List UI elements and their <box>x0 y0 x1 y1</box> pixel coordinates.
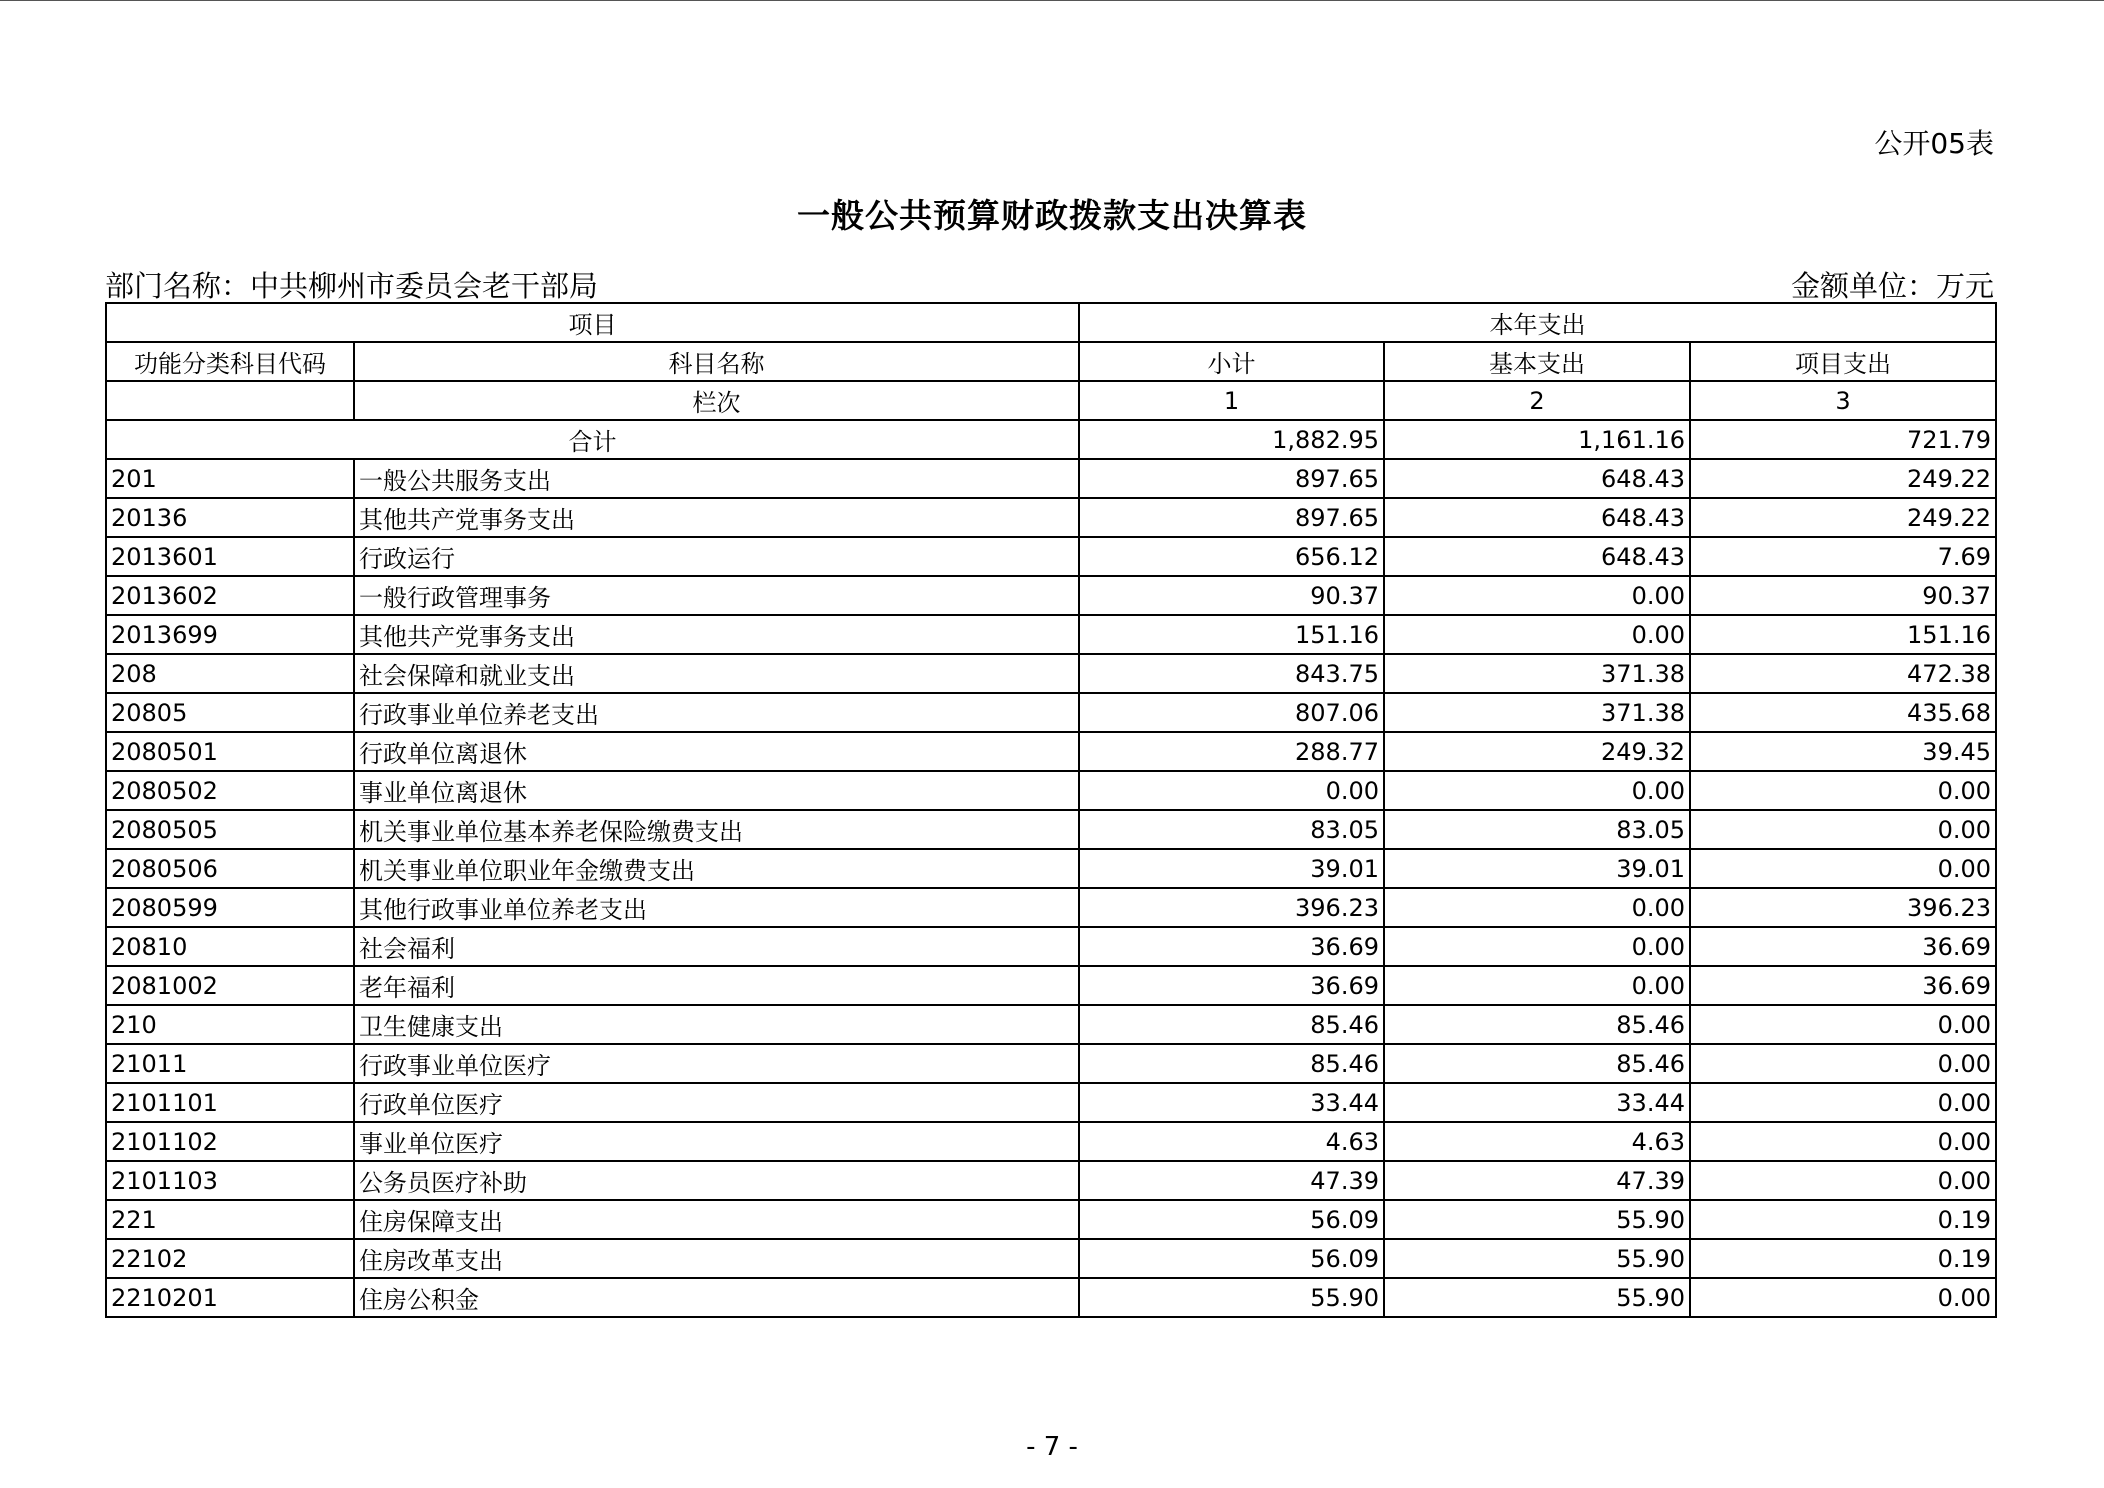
page-title: 一般公共预算财政拨款支出决算表 <box>797 196 1307 235</box>
row-subtotal: 897.65 <box>1079 459 1384 498</box>
row-basic: 83.05 <box>1384 810 1690 849</box>
row-code: 2101102 <box>106 1122 354 1161</box>
row-name: 行政事业单位养老支出 <box>354 693 1079 732</box>
row-name: 社会保障和就业支出 <box>354 654 1079 693</box>
row-code: 20136 <box>106 498 354 537</box>
row-code: 2101101 <box>106 1083 354 1122</box>
row-code: 2080505 <box>106 810 354 849</box>
row-project: 0.19 <box>1690 1239 1996 1278</box>
row-name: 其他行政事业单位养老支出 <box>354 888 1079 927</box>
row-project: 36.69 <box>1690 966 1996 1005</box>
row-basic: 55.90 <box>1384 1278 1690 1317</box>
row-code: 2080599 <box>106 888 354 927</box>
row-subtotal: 85.46 <box>1079 1005 1384 1044</box>
page-number: - 7 - <box>1026 1432 1078 1462</box>
row-subtotal: 85.46 <box>1079 1044 1384 1083</box>
row-subtotal: 39.01 <box>1079 849 1384 888</box>
row-basic: 0.00 <box>1384 966 1690 1005</box>
row-name: 社会福利 <box>354 927 1079 966</box>
row-name: 事业单位离退休 <box>354 771 1079 810</box>
table-row <box>106 654 1996 693</box>
row-name: 住房改革支出 <box>354 1239 1079 1278</box>
row-project: 36.69 <box>1690 927 1996 966</box>
header-subtotal: 小计 <box>1079 342 1384 381</box>
row-code: 2013602 <box>106 576 354 615</box>
row-name: 行政单位医疗 <box>354 1083 1079 1122</box>
table-row <box>106 1122 1996 1161</box>
table-row <box>106 966 1996 1005</box>
total-row <box>106 420 1996 459</box>
row-basic: 0.00 <box>1384 615 1690 654</box>
total-label: 合计 <box>106 420 1079 459</box>
row-project: 90.37 <box>1690 576 1996 615</box>
row-subtotal: 47.39 <box>1079 1161 1384 1200</box>
row-basic: 0.00 <box>1384 771 1690 810</box>
row-project: 0.00 <box>1690 1161 1996 1200</box>
table-row <box>106 1161 1996 1200</box>
index-label: 栏次 <box>354 381 1079 420</box>
row-basic: 648.43 <box>1384 459 1690 498</box>
row-project: 7.69 <box>1690 537 1996 576</box>
row-name: 住房公积金 <box>354 1278 1079 1317</box>
row-basic: 0.00 <box>1384 888 1690 927</box>
row-code: 2080506 <box>106 849 354 888</box>
row-subtotal: 151.16 <box>1079 615 1384 654</box>
table-row <box>106 1239 1996 1278</box>
row-basic: 85.46 <box>1384 1044 1690 1083</box>
row-project: 39.45 <box>1690 732 1996 771</box>
row-code: 2013699 <box>106 615 354 654</box>
row-basic: 55.90 <box>1384 1200 1690 1239</box>
row-project: 249.22 <box>1690 498 1996 537</box>
row-project: 151.16 <box>1690 615 1996 654</box>
row-subtotal: 0.00 <box>1079 771 1384 810</box>
row-subtotal: 83.05 <box>1079 810 1384 849</box>
row-code: 221 <box>106 1200 354 1239</box>
row-name: 机关事业单位基本养老保险缴费支出 <box>354 810 1079 849</box>
row-basic: 4.63 <box>1384 1122 1690 1161</box>
row-project: 0.00 <box>1690 1044 1996 1083</box>
row-code: 22102 <box>106 1239 354 1278</box>
department-name: 部门名称：中共柳州市委员会老干部局 <box>105 269 599 303</box>
row-basic: 47.39 <box>1384 1161 1690 1200</box>
row-project: 0.00 <box>1690 1122 1996 1161</box>
total-basic: 1,161.16 <box>1384 420 1690 459</box>
row-subtotal: 56.09 <box>1079 1200 1384 1239</box>
row-code: 20810 <box>106 927 354 966</box>
form-code: 公开05表 <box>1874 127 1994 160</box>
table-row <box>106 888 1996 927</box>
row-basic: 85.46 <box>1384 1005 1690 1044</box>
meta-bar <box>105 264 1994 304</box>
row-project: 396.23 <box>1690 888 1996 927</box>
row-subtotal: 4.63 <box>1079 1122 1384 1161</box>
table-row <box>106 576 1996 615</box>
row-basic: 0.00 <box>1384 576 1690 615</box>
table-row <box>106 1200 1996 1239</box>
table-row <box>106 927 1996 966</box>
row-subtotal: 843.75 <box>1079 654 1384 693</box>
row-name: 事业单位医疗 <box>354 1122 1079 1161</box>
index-3: 3 <box>1690 381 1996 420</box>
row-subtotal: 288.77 <box>1079 732 1384 771</box>
row-subtotal: 396.23 <box>1079 888 1384 927</box>
row-project: 0.00 <box>1690 810 1996 849</box>
row-basic: 371.38 <box>1384 654 1690 693</box>
column-header-row <box>106 342 1996 381</box>
table-row <box>106 498 1996 537</box>
row-basic: 648.43 <box>1384 537 1690 576</box>
row-name: 公务员医疗补助 <box>354 1161 1079 1200</box>
table-row <box>106 849 1996 888</box>
row-project: 0.00 <box>1690 1005 1996 1044</box>
row-basic: 0.00 <box>1384 927 1690 966</box>
index-1: 1 <box>1079 381 1384 420</box>
header-item: 项目 <box>106 303 1079 342</box>
row-subtotal: 90.37 <box>1079 576 1384 615</box>
table-row <box>106 1044 1996 1083</box>
header-basic: 基本支出 <box>1384 342 1690 381</box>
row-name: 行政运行 <box>354 537 1079 576</box>
row-subtotal: 36.69 <box>1079 966 1384 1005</box>
row-basic: 249.32 <box>1384 732 1690 771</box>
row-subtotal: 656.12 <box>1079 537 1384 576</box>
row-subtotal: 55.90 <box>1079 1278 1384 1317</box>
row-code: 2101103 <box>106 1161 354 1200</box>
row-basic: 33.44 <box>1384 1083 1690 1122</box>
row-code: 20805 <box>106 693 354 732</box>
table-row <box>106 810 1996 849</box>
row-project: 249.22 <box>1690 459 1996 498</box>
column-index-row <box>106 381 1996 420</box>
row-project: 472.38 <box>1690 654 1996 693</box>
row-project: 0.00 <box>1690 849 1996 888</box>
header-current-year: 本年支出 <box>1079 303 1996 342</box>
total-project: 721.79 <box>1690 420 1996 459</box>
row-subtotal: 807.06 <box>1079 693 1384 732</box>
group-header-row <box>106 303 1996 342</box>
row-name: 卫生健康支出 <box>354 1005 1079 1044</box>
table-row <box>106 771 1996 810</box>
row-name: 一般公共服务支出 <box>354 459 1079 498</box>
row-subtotal: 33.44 <box>1079 1083 1384 1122</box>
row-project: 0.19 <box>1690 1200 1996 1239</box>
row-project: 435.68 <box>1690 693 1996 732</box>
row-name: 其他共产党事务支出 <box>354 615 1079 654</box>
row-code: 208 <box>106 654 354 693</box>
budget-table <box>105 302 1997 1318</box>
row-subtotal: 56.09 <box>1079 1239 1384 1278</box>
row-subtotal: 36.69 <box>1079 927 1384 966</box>
row-code: 2081002 <box>106 966 354 1005</box>
row-basic: 371.38 <box>1384 693 1690 732</box>
row-basic: 55.90 <box>1384 1239 1690 1278</box>
row-name: 行政事业单位医疗 <box>354 1044 1079 1083</box>
row-code: 21011 <box>106 1044 354 1083</box>
row-name: 机关事业单位职业年金缴费支出 <box>354 849 1079 888</box>
amount-unit: 金额单位：万元 <box>1790 269 1994 303</box>
table-row <box>106 459 1996 498</box>
header-code: 功能分类科目代码 <box>106 342 354 381</box>
row-subtotal: 897.65 <box>1079 498 1384 537</box>
row-code: 210 <box>106 1005 354 1044</box>
table-body <box>106 303 1996 1317</box>
row-basic: 648.43 <box>1384 498 1690 537</box>
table-row <box>106 537 1996 576</box>
table-row <box>106 615 1996 654</box>
header-name: 科目名称 <box>354 342 1079 381</box>
table-row <box>106 693 1996 732</box>
index-empty-cell <box>106 381 354 420</box>
index-2: 2 <box>1384 381 1690 420</box>
header-project: 项目支出 <box>1690 342 1996 381</box>
row-name: 一般行政管理事务 <box>354 576 1079 615</box>
row-code: 2013601 <box>106 537 354 576</box>
row-name: 行政单位离退休 <box>354 732 1079 771</box>
row-code: 2080502 <box>106 771 354 810</box>
table-row <box>106 732 1996 771</box>
row-basic: 39.01 <box>1384 849 1690 888</box>
table-row <box>106 1278 1996 1317</box>
row-project: 0.00 <box>1690 771 1996 810</box>
row-name: 其他共产党事务支出 <box>354 498 1079 537</box>
table-row <box>106 1005 1996 1044</box>
row-project: 0.00 <box>1690 1083 1996 1122</box>
row-code: 2080501 <box>106 732 354 771</box>
table-row <box>106 1083 1996 1122</box>
row-code: 2210201 <box>106 1278 354 1317</box>
page-top-border <box>0 0 2104 1</box>
row-name: 老年福利 <box>354 966 1079 1005</box>
row-project: 0.00 <box>1690 1278 1996 1317</box>
row-code: 201 <box>106 459 354 498</box>
row-name: 住房保障支出 <box>354 1200 1079 1239</box>
total-subtotal: 1,882.95 <box>1079 420 1384 459</box>
